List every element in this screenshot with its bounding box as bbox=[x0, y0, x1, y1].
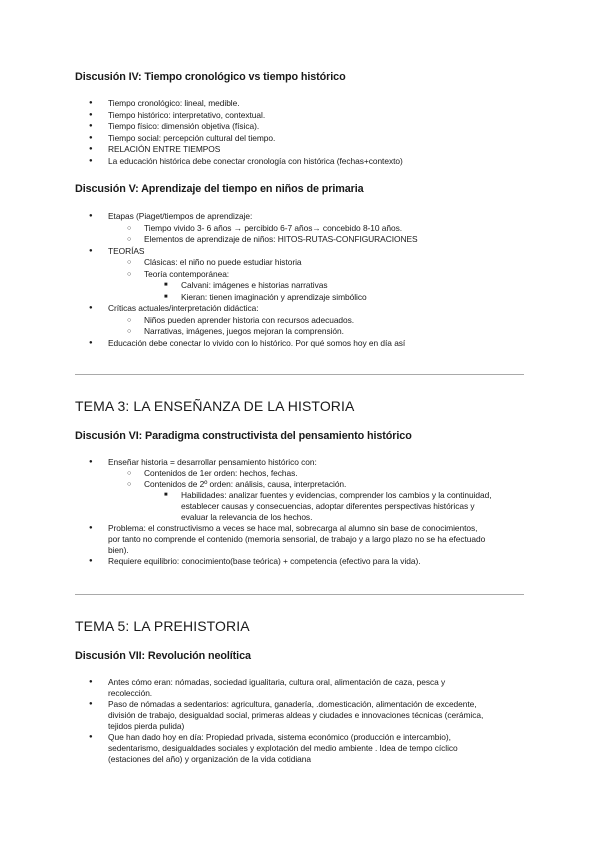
line: tejidos pierda pulida) bbox=[108, 721, 185, 731]
discussion-vi-list bbox=[75, 457, 545, 567]
list-item: ○ Elementos de aprendizaje de niños: HITOS-RUTAS-CONFIGURACIONES bbox=[75, 234, 535, 246]
discussion-iv-list bbox=[75, 98, 535, 167]
list-item: ● Tiempo histórico: interpretativo, contextual. bbox=[75, 110, 535, 122]
line: ● Paso de nómadas a sedentarios: agricultura, ganadería, .domesticación, alimentación de excedente, bbox=[108, 699, 477, 709]
tema-5-heading: TEMA 5: LA PREHISTORIA bbox=[75, 618, 250, 634]
line: por tanto no comprende el contenido (memoria sensorial, de trabajo y a largo plazo no se ha efectuado bbox=[108, 534, 486, 544]
line: ● Antes cómo eran: nómadas, sociedad igualitaria, cultura oral, alimentación de caza, pesca y bbox=[108, 677, 446, 687]
discussion-iv-heading: Discusión IV: Tiempo cronológico vs tiempo histórico bbox=[75, 71, 346, 83]
list-item: ● Tiempo social: percepción cultural del tiempo. bbox=[75, 133, 535, 145]
horizontal-rule bbox=[75, 594, 524, 595]
line: recolección. bbox=[108, 688, 153, 698]
list-item: ● Requiere equilibrio: conocimiento(base teórica) + competencia (efectivo para la vida). bbox=[75, 556, 545, 567]
list-item bbox=[75, 699, 545, 732]
tema-3-heading: TEMA 3: LA ENSEÑANZA DE LA HISTORIA bbox=[75, 398, 355, 414]
list-item: ■ Calvani: imágenes e historias narrativas bbox=[75, 280, 535, 292]
line: (estaciones del año) y organización de la vida cotidiana bbox=[108, 754, 311, 764]
list-item: ● Críticas actuales/interpretación didáctica: bbox=[75, 303, 535, 315]
line: evaluar la relevancia de los hechos. bbox=[181, 512, 313, 522]
list-item bbox=[75, 732, 545, 765]
discussion-v-list bbox=[75, 211, 535, 349]
list-item: ● La educación histórica debe conectar cronología con histórica (fechas+contexto) bbox=[75, 156, 535, 168]
list-item: ● Etapas (Piaget/tiempos de aprendizaje: bbox=[75, 211, 535, 223]
line: sedentarismo, desigualdades sociales y explotación del medio ambiente . Idea de tempo cíclico bbox=[108, 743, 458, 753]
list-item: ● Educación debe conectar lo vivido con lo histórico. Por qué somos hoy en día así bbox=[75, 338, 535, 350]
list-item: ● Tiempo físico: dimensión objetiva (física). bbox=[75, 121, 535, 133]
list-item: ■ Kieran: tienen imaginación y aprendizaje simbólico bbox=[75, 292, 535, 304]
list-item: ● RELACIÓN ENTRE TIEMPOS bbox=[75, 144, 535, 156]
discussion-vii-list bbox=[75, 677, 545, 765]
list-item: ● Tiempo cronológico: lineal, medible. bbox=[75, 98, 535, 110]
discussion-vii-heading: Discusión VII: Revolución neolítica bbox=[75, 650, 251, 662]
list-item bbox=[75, 677, 545, 699]
list-item: ○ Tiempo vivido 3- 6 años → percibido 6-7 años→ concebido 8-10 años. bbox=[75, 223, 535, 235]
line: establecer causas y consecuencias, adoptar diferentes perspectivas históricas y bbox=[181, 501, 475, 511]
list-item: ● TEORÍAS bbox=[75, 246, 535, 258]
line: ● Problema: el constructivismo a veces se hace mal, sobrecarga al alumno sin base de conocimientos, bbox=[108, 523, 478, 533]
line: ● Que han dado hoy en día: Propiedad privada, sistema económico (producción e intercambio), bbox=[108, 732, 451, 742]
list-item bbox=[75, 523, 545, 556]
horizontal-rule bbox=[75, 374, 524, 375]
line: bien). bbox=[108, 545, 129, 555]
discussion-vi-heading: Discusión VI: Paradigma constructivista del pensamiento histórico bbox=[75, 430, 412, 442]
list-item: ○ Teoría contemporánea: bbox=[75, 269, 535, 281]
list-item: ○ Narrativas, imágenes, juegos mejoran la comprensión. bbox=[75, 326, 535, 338]
line: ■ Habilidades: analizar fuentes y evidencias, comprender los cambios y la continuidad, bbox=[181, 490, 492, 500]
list-item: ● Enseñar historia = desarrollar pensamiento histórico con: bbox=[75, 457, 545, 468]
list-item: ○ Contenidos de 2º orden: análisis, causa, interpretación. bbox=[75, 479, 545, 490]
list-item bbox=[75, 490, 545, 523]
list-item: ○ Clásicas: el niño no puede estudiar historia bbox=[75, 257, 535, 269]
list-item: ○ Niños pueden aprender historia con recursos adecuados. bbox=[75, 315, 535, 327]
list-item: ○ Contenidos de 1er orden: hechos, fechas. bbox=[75, 468, 545, 479]
line: división de trabajo, desigualdad social, primeras aldeas y ciudades e innovaciones técnicas (cerámica, bbox=[108, 710, 484, 720]
discussion-v-heading: Discusión V: Aprendizaje del tiempo en niños de primaria bbox=[75, 183, 364, 195]
